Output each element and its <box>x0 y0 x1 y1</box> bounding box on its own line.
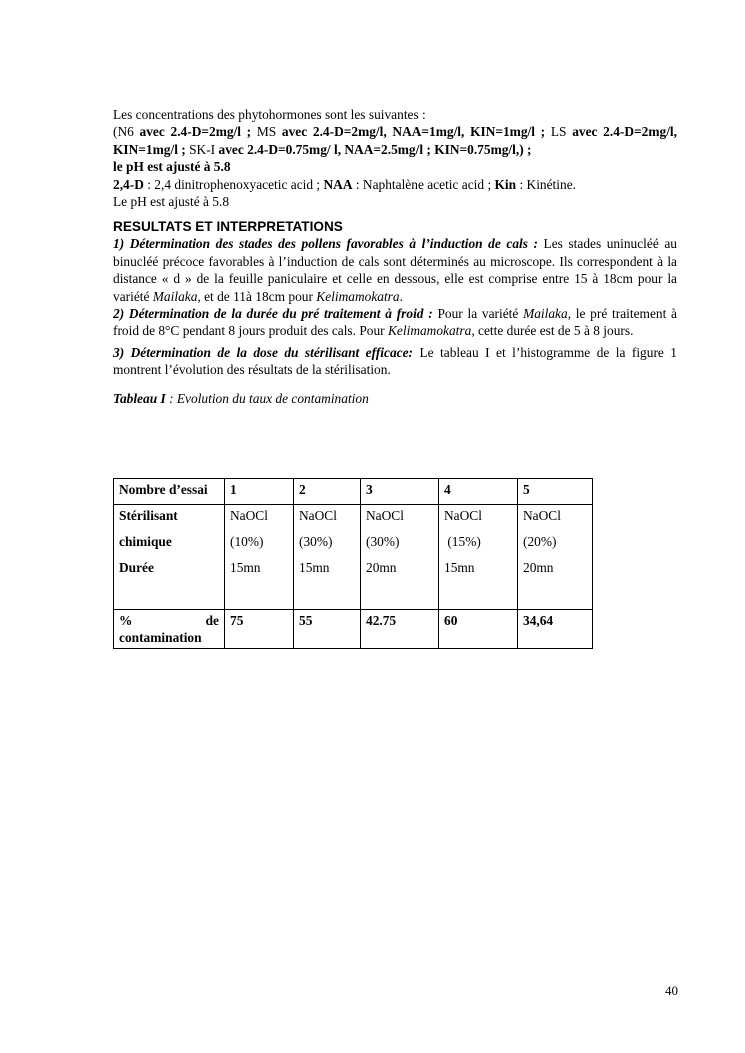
point-2: 2) Détermination de la durée du pré traitement à froid : Pour la variété Mailaka, le pré traitement à froid de 8°C pendant 8 jours produit des cals. Pour Kelimamokatra, cette durée est de 5 à 8 jours. <box>113 306 677 339</box>
ph-bold: le pH est ajusté à 5.8 <box>113 159 231 175</box>
point-1: 1) Détermination des stades des pollens favorables à l’induction de cals : Les stades uninucléé au binucléé précoce favorables à l’induction de cals sont déterminés au microscope. Ils correspondent à la distance « d » de la feuille paniculaire et celle en dessous, elle est comprise entre 15 à 18cm pour la variété Mailaka, et de 11à 18cm pour Kelimamokatra. <box>113 236 677 304</box>
table-caption: Tableau I : Evolution du taux de contamination <box>113 390 369 406</box>
contamination-table <box>113 478 593 649</box>
section-title: RESULTATS ET INTERPRETATIONS <box>113 219 343 235</box>
document-body <box>113 106 677 407</box>
media-concentrations: (N6 avec 2.4-D=2mg/l ; MS avec 2.4-D=2mg/l, NAA=1mg/l, KIN=1mg/l ; LS avec 2.4-D=2mg/l, KIN=1mg/l ; SK-I avec 2.4-D=0.75mg/ l, NAA=2.5mg/l ; KIN=0.75mg/l,) ; le pH est ajusté à 5.8 <box>113 124 677 175</box>
header-label: Nombre d’essai <box>114 479 225 505</box>
ph-line: Le pH est ajusté à 5.8 <box>113 194 230 210</box>
table-row: Nombre d’essai 1 2 3 4 5 <box>114 479 593 505</box>
contamination-label: % de contamination <box>114 610 225 649</box>
table-row: % de contamination 75 55 42.75 60 34,64 <box>114 610 593 649</box>
page-number: 40 <box>665 983 678 998</box>
treatment-label: Stérilisant chimique Durée <box>114 505 225 610</box>
abbreviations: 2,4-D : 2,4 dinitrophenoxyacetic acid ; NAA : Naphtalène acetic acid ; Kin : Kinétine. <box>113 176 576 192</box>
table-row: Stérilisant chimique Durée NaOCl (10%) 15mn NaOCl (30%) 15mn NaOCl (30%) 20mn NaOCl (15%) 15mn NaOCl (20%) 20mn <box>114 505 593 610</box>
intro-line: Les concentrations des phytohormones sont les suivantes : <box>113 107 426 122</box>
point-3: 3) Détermination de la dose du stérilisant efficace: Le tableau I et l’histogramme de la figure 1 montrent l’évolution des résultats de la stérilisation. <box>113 344 677 378</box>
